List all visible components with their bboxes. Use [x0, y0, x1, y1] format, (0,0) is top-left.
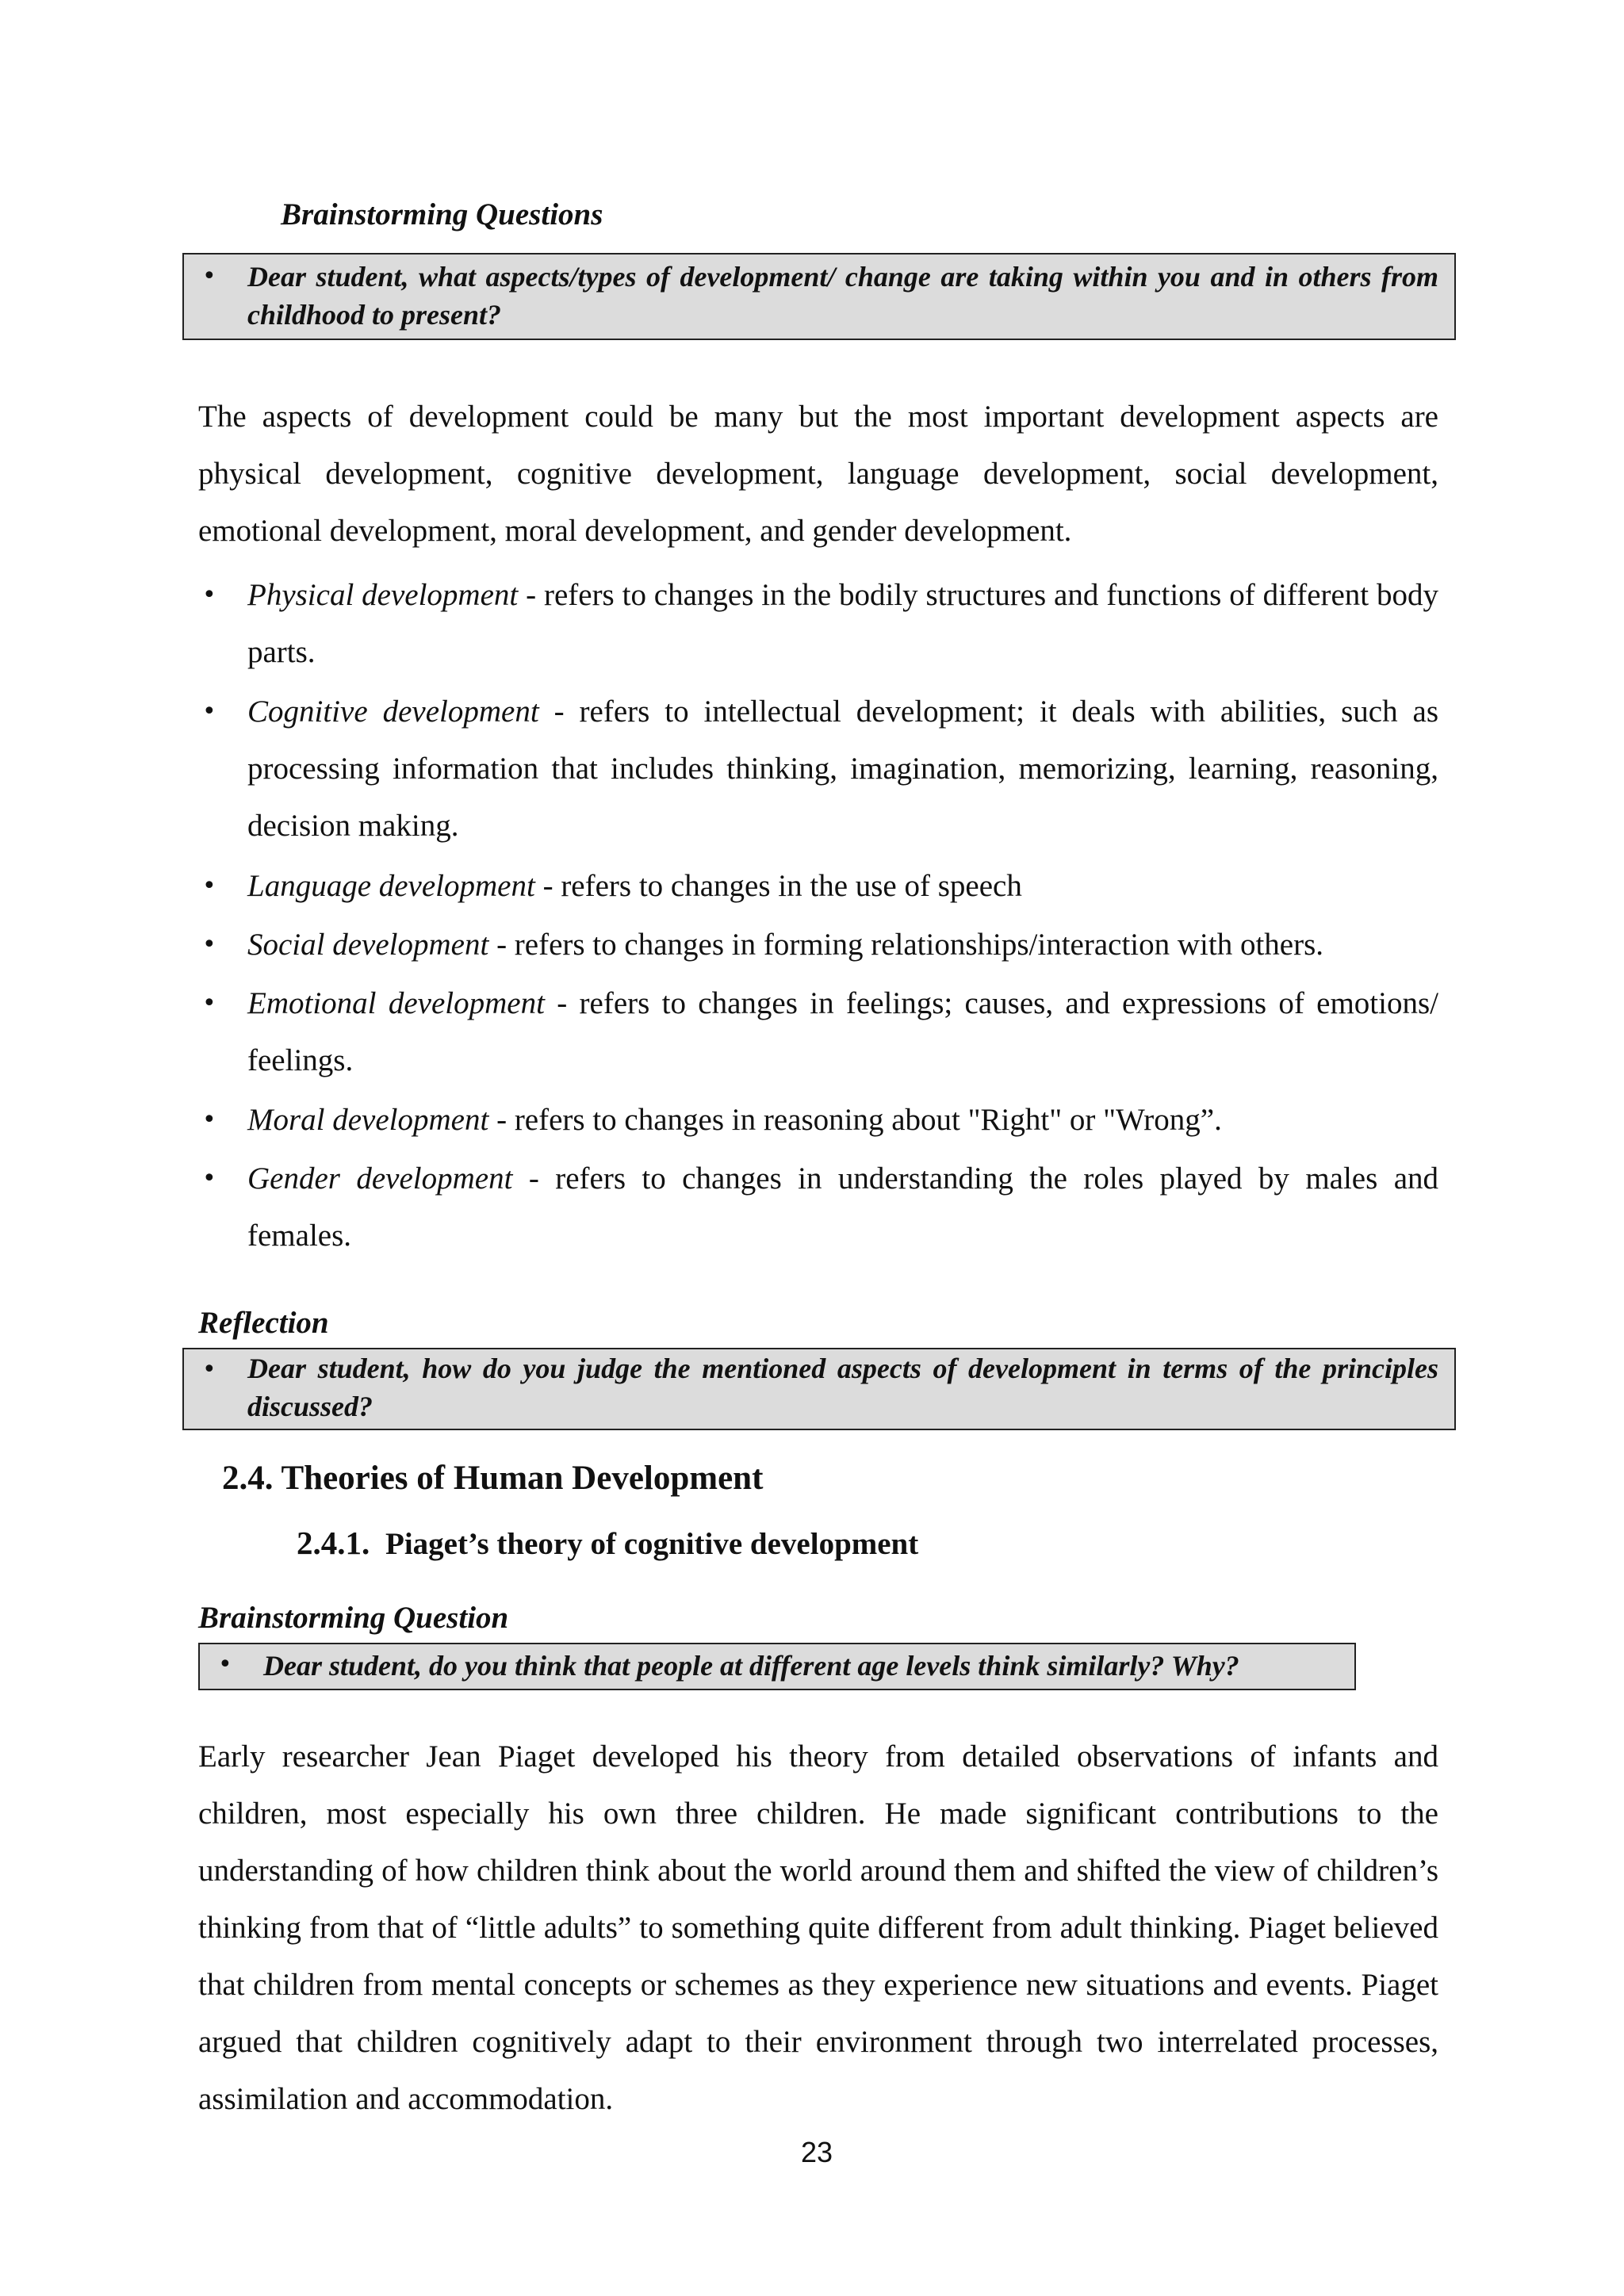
reflection-heading: Reflection — [198, 1306, 329, 1340]
brainstorm-question-text: Dear student, what aspects/types of development/ change are taking within you and in others from childhood to present? — [247, 261, 1438, 331]
list-item — [247, 1092, 1438, 1149]
brainstorm2-question-text: Dear student, do you think that people at different age levels think similarly? Why? — [263, 1650, 1239, 1682]
bullet-icon: • — [202, 931, 216, 959]
section-heading — [222, 1459, 763, 1498]
subsection-number: 2.4.1. — [297, 1525, 370, 1561]
bullet-icon: • — [202, 581, 216, 609]
section-number: 2.4. — [222, 1460, 274, 1497]
list-item — [247, 916, 1438, 974]
piaget-paragraph: Early researcher Jean Piaget developed his theory from detailed observations of infants and children, most especially his own three children. He made significant contributions to the understanding of how children think about the world around them and shifted the view of children’s thinking from that of “little adults” to something quite different from adult thinking. Piaget believed that children from mental concepts or schemes as they experience new situations and events. Piaget argued that children cognitively adapt to their environment through two interrelated processes, assimilation and accommodation. — [198, 1739, 1438, 2116]
aspect-desc: - refers to changes in reasoning about "Right" or "Wrong”. — [488, 1103, 1222, 1137]
aspect-term: Language development — [247, 869, 535, 903]
subsection-heading — [297, 1524, 918, 1562]
aspect-term: Cognitive development — [247, 695, 539, 729]
aspect-desc: - refers to changes in the use of speech — [534, 869, 1022, 903]
bullet-icon: • — [202, 1356, 216, 1383]
aspect-desc: - refers to changes in forming relationships/interaction with others. — [488, 928, 1324, 962]
bullet-icon: • — [202, 872, 216, 900]
aspect-desc: - refers to changes in the bodily structures and functions of different body parts. — [247, 578, 1439, 669]
bullet-icon: • — [218, 1651, 232, 1678]
aspect-term: Physical development — [247, 578, 519, 612]
aspect-desc: - refers to intellectual development; it deals with abilities, such as processing information that includes thinking, imagination, memorizing, learning, reasoning, decision making. — [247, 695, 1439, 843]
list-item — [247, 683, 1438, 855]
aspect-term: Gender development — [247, 1161, 513, 1196]
reflection-question-text: Dear student, how do you judge the mentioned aspects of development in terms of the principles discussed? — [247, 1353, 1438, 1422]
bullet-icon: • — [202, 1165, 216, 1192]
aspect-term: Moral development — [247, 1103, 489, 1137]
bullet-icon: • — [202, 262, 216, 290]
list-item — [247, 975, 1438, 1089]
list-item — [247, 1150, 1438, 1265]
intro-paragraph: The aspects of development could be many but the most important development aspects are physical development, cognitive development, language development, social development, emotional development, moral development, and gender development. — [198, 400, 1438, 548]
bullet-icon: • — [202, 1106, 216, 1134]
brainstorm2-heading: Brainstorming Question — [198, 1601, 509, 1635]
aspect-desc: - refers to changes in understanding the roles played by males and females. — [247, 1161, 1438, 1253]
subsection-title: Piaget’s theory of cognitive development — [385, 1527, 919, 1561]
aspect-term: Social development — [247, 928, 489, 962]
section-title: Theories of Human Development — [281, 1460, 764, 1497]
brainstorm-heading: Brainstorming Questions — [281, 197, 603, 232]
bullet-icon: • — [202, 698, 216, 725]
list-item — [247, 858, 1438, 915]
list-item — [247, 567, 1438, 681]
page-number: 23 — [801, 2136, 833, 2168]
aspect-term: Emotional development — [247, 986, 545, 1020]
aspect-desc: - refers to changes in feelings; causes, and expressions of emotions/ feelings. — [247, 986, 1438, 1077]
bullet-icon: • — [202, 989, 216, 1017]
